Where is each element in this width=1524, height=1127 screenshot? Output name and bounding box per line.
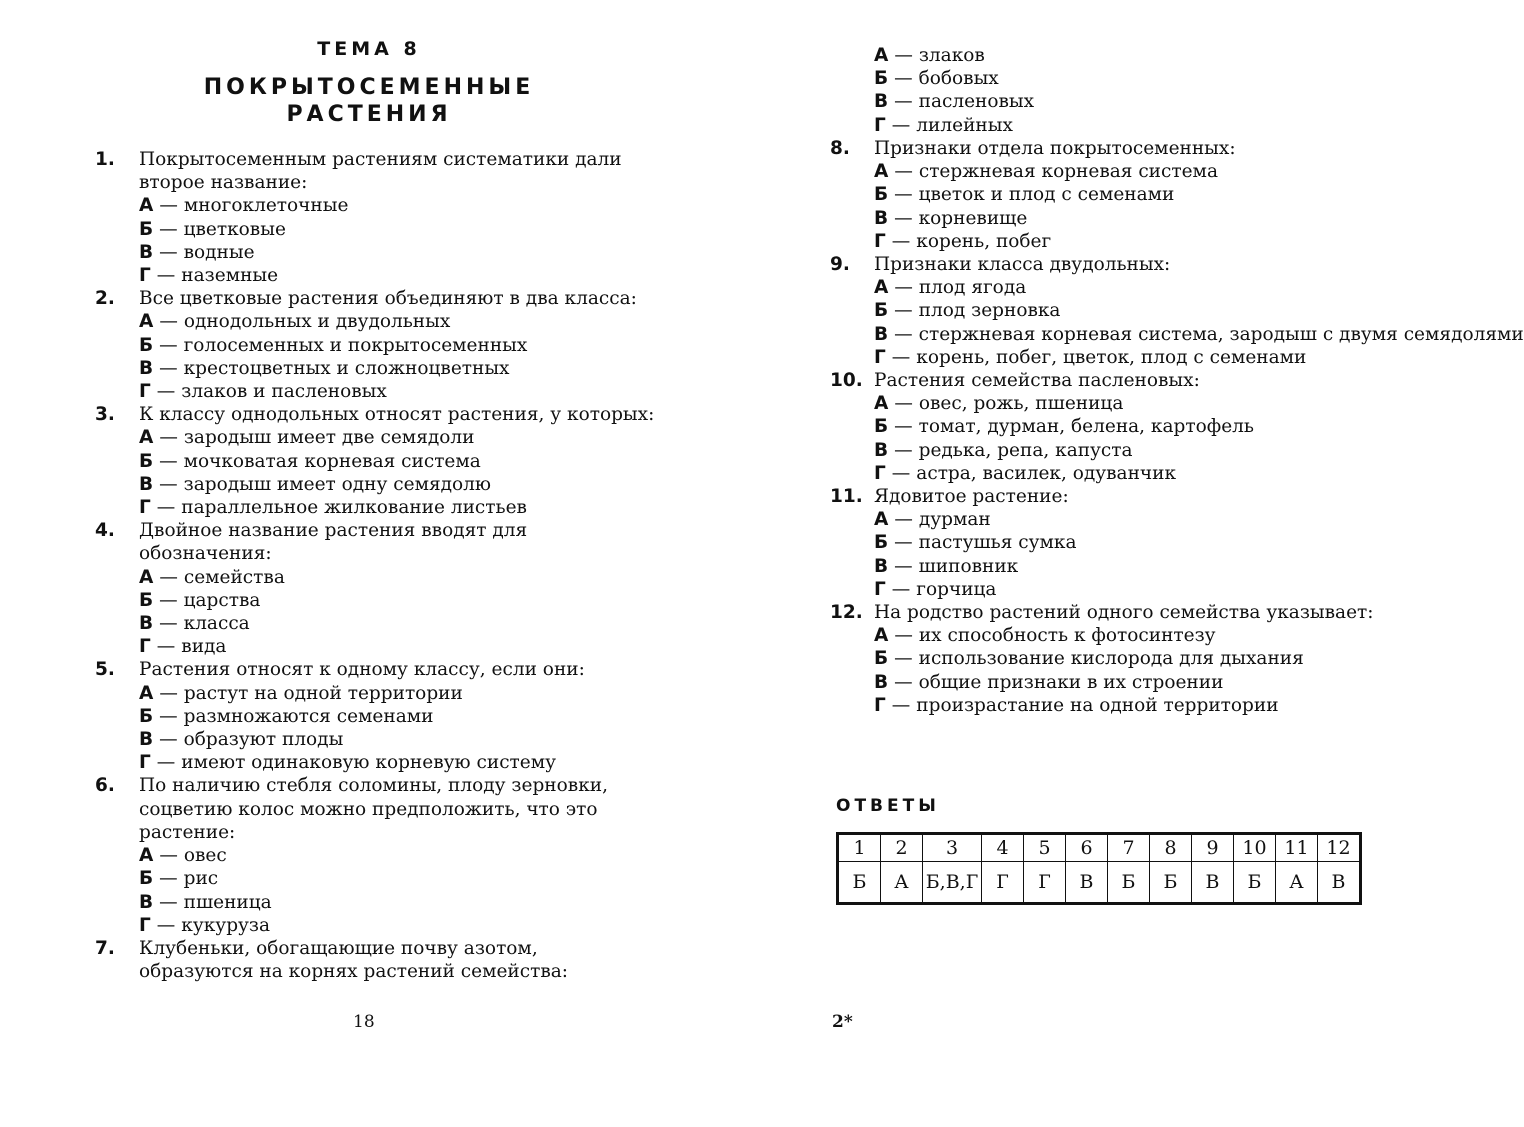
question-row <box>830 253 1390 276</box>
answer-option <box>874 671 1390 694</box>
answer-option <box>874 323 1524 346</box>
answer-letter: Б <box>139 218 154 240</box>
answers-heading: ОТВЕТЫ <box>836 796 940 816</box>
answer-letter: Г <box>874 346 886 368</box>
answer-option <box>139 728 655 751</box>
question-number: 6. <box>95 775 115 797</box>
answer-letter: Г <box>139 914 151 936</box>
continued-answers <box>830 44 1390 137</box>
answer-option <box>874 578 1390 601</box>
answer-list <box>874 508 1390 601</box>
question-text: К классу однодольных относят растения, у которых: <box>139 404 655 426</box>
answer-list <box>874 276 1524 369</box>
answer-letter: Б <box>874 300 889 322</box>
answer-dash: — <box>156 381 176 403</box>
answer-dash: — <box>894 671 913 693</box>
answer-text: мочковатая корневая система <box>183 450 481 472</box>
answers-table-value-cell: А <box>881 862 923 904</box>
answer-list <box>139 682 655 775</box>
answer-text: рис <box>183 868 219 890</box>
answer-option <box>139 612 655 635</box>
answer-dash: — <box>891 114 911 136</box>
answer-text: плод зерновка <box>918 300 1061 322</box>
answer-dash: — <box>156 265 176 287</box>
answer-text: стержневая корневая система <box>918 161 1218 183</box>
answer-list <box>874 624 1390 717</box>
answer-text: корень, побег, цветок, плод с семенами <box>916 346 1307 368</box>
answer-letter: Г <box>874 694 886 716</box>
answer-letter: В <box>139 241 154 263</box>
question-item <box>830 485 1390 601</box>
answer-text: пасленовых <box>918 91 1035 113</box>
question-number: 11. <box>830 486 863 508</box>
answer-letter: А <box>874 509 889 531</box>
answer-option <box>139 635 655 658</box>
question-row <box>95 658 655 681</box>
question-text: Ядовитое растение: <box>874 486 1069 508</box>
answer-letter: В <box>139 473 154 495</box>
answer-text: многоклеточные <box>183 195 349 217</box>
answer-dash: — <box>894 393 913 415</box>
answer-option <box>139 589 655 612</box>
answer-letter: А <box>874 161 889 183</box>
answer-option <box>874 415 1390 438</box>
answer-text: семейства <box>183 566 285 588</box>
answer-option <box>139 194 655 217</box>
answers-table-number-cell: 12 <box>1318 834 1361 862</box>
answer-text: произрастание на одной территории <box>916 694 1279 716</box>
answer-text: общие признаки в их строении <box>918 671 1224 693</box>
answer-dash: — <box>159 450 178 472</box>
answer-dash: — <box>159 334 178 356</box>
answer-option <box>139 891 655 914</box>
answers-table-value-cell: В <box>1192 862 1234 904</box>
question-item <box>830 137 1390 253</box>
question-text: Признаки класса двудольных: <box>874 254 1171 276</box>
answer-dash: — <box>159 357 178 379</box>
answer-option <box>139 241 655 264</box>
answer-text: овес, рожь, пшеница <box>918 393 1124 415</box>
answer-letter: А <box>874 625 889 647</box>
answer-dash: — <box>891 346 911 368</box>
answer-option <box>874 183 1390 206</box>
answers-table-value-cell: Б <box>838 862 881 904</box>
answer-letter: Г <box>874 462 886 484</box>
answer-dash: — <box>894 300 913 322</box>
answer-list <box>874 44 1390 137</box>
answer-option <box>139 566 655 589</box>
answer-option <box>874 230 1390 253</box>
answers-table-value-cell: А <box>1276 862 1318 904</box>
answer-dash: — <box>894 184 913 206</box>
answer-option <box>874 624 1390 647</box>
answers-table-value-cell: Б <box>1150 862 1192 904</box>
answer-list <box>139 566 655 659</box>
answer-list <box>139 844 655 937</box>
answer-text: лилейных <box>916 114 1013 136</box>
answers-table-value-row <box>838 862 1361 904</box>
answer-dash: — <box>894 439 913 461</box>
answer-letter: В <box>874 555 889 577</box>
answer-text: дурман <box>918 509 991 531</box>
answers-table-number-cell: 11 <box>1276 834 1318 862</box>
question-item <box>95 937 655 983</box>
answer-dash: — <box>894 532 913 554</box>
answer-option <box>874 207 1390 230</box>
answer-text: редька, репа, капуста <box>918 439 1133 461</box>
answers-table-number-cell: 2 <box>881 834 923 862</box>
answer-letter: В <box>139 891 154 913</box>
answer-text: корень, побег <box>916 230 1052 252</box>
question-text: Двойное название растения вводят для обозначения: <box>139 520 528 565</box>
answer-dash: — <box>156 752 176 774</box>
answer-option <box>139 264 655 287</box>
answer-dash: — <box>894 555 913 577</box>
answer-option <box>139 380 655 403</box>
answer-text: размножаются семенами <box>183 705 434 727</box>
answer-letter: А <box>139 195 154 217</box>
answer-dash: — <box>894 91 913 113</box>
question-row <box>95 148 655 194</box>
answers-table <box>836 832 1362 905</box>
answer-letter: Б <box>874 416 889 438</box>
answer-dash: — <box>894 207 913 229</box>
answer-text: шиповник <box>918 555 1019 577</box>
answer-dash: — <box>891 578 911 600</box>
answer-option <box>139 310 655 333</box>
answer-text: стержневая корневая система, зародыш с двумя семядолями <box>918 323 1524 345</box>
answer-dash: — <box>159 589 178 611</box>
answer-text: растут на одной территории <box>183 682 463 704</box>
question-text: Растения относят к одному классу, если они: <box>139 659 585 681</box>
answer-list <box>874 160 1390 253</box>
question-item <box>95 403 655 519</box>
answer-text: царства <box>183 589 261 611</box>
answers-table-value-cell: Б <box>1234 862 1276 904</box>
answer-option <box>139 334 655 357</box>
answers-table-number-cell: 7 <box>1108 834 1150 862</box>
answer-option <box>139 682 655 705</box>
question-item <box>830 369 1390 485</box>
answers-table-value-cell: В <box>1066 862 1108 904</box>
answer-dash: — <box>891 462 911 484</box>
answer-dash: — <box>894 45 913 66</box>
question-item <box>95 148 655 287</box>
answer-list <box>139 310 655 403</box>
answer-text: класса <box>183 613 250 635</box>
answer-dash: — <box>894 509 913 531</box>
question-number: 12. <box>830 602 863 624</box>
answer-option <box>139 751 655 774</box>
answer-dash: — <box>894 68 913 90</box>
answer-text: астра, василек, одуванчик <box>916 462 1177 484</box>
answer-dash: — <box>159 427 178 449</box>
answer-letter: А <box>139 682 154 704</box>
answer-letter: А <box>139 566 154 588</box>
answer-letter: А <box>874 45 889 66</box>
answer-dash: — <box>159 845 178 867</box>
answer-text: злаков <box>918 45 985 66</box>
answer-letter: В <box>874 91 889 113</box>
question-row <box>95 774 655 844</box>
answer-letter: Б <box>874 68 889 90</box>
answer-text: крестоцветных и сложноцветных <box>183 357 510 379</box>
answers-table-number-cell: 1 <box>838 834 881 862</box>
answer-dash: — <box>159 218 178 240</box>
question-row <box>95 403 655 426</box>
answer-letter: Г <box>139 636 151 658</box>
answer-letter: А <box>874 277 889 299</box>
answer-dash: — <box>894 416 913 438</box>
answers-table-number-cell: 9 <box>1192 834 1234 862</box>
question-number: 2. <box>95 288 115 310</box>
answer-list <box>874 392 1390 485</box>
answers-table-value-cell: Б <box>1108 862 1150 904</box>
question-text: Все цветковые растения объединяют в два класса: <box>139 288 637 310</box>
answer-dash: — <box>159 195 178 217</box>
answer-dash: — <box>894 277 913 299</box>
question-item <box>830 253 1524 369</box>
question-number: 8. <box>830 138 850 159</box>
question-row <box>830 369 1390 392</box>
answer-text: имеют одинаковую корневую систему <box>181 752 557 774</box>
answer-dash: — <box>159 566 178 588</box>
answer-dash: — <box>891 230 911 252</box>
answers-table-number-cell: 6 <box>1066 834 1108 862</box>
answer-letter: А <box>139 311 154 333</box>
question-number: 4. <box>95 520 115 542</box>
right-page-number: 2* <box>832 1012 853 1032</box>
answer-text: образуют плоды <box>183 729 344 751</box>
answer-option <box>874 90 1390 113</box>
answer-option <box>874 462 1390 485</box>
answer-dash: — <box>156 636 176 658</box>
answer-option <box>139 450 655 473</box>
answer-text: водные <box>183 241 255 263</box>
answer-option <box>874 555 1390 578</box>
answer-letter: Б <box>139 334 154 356</box>
answer-letter: Б <box>874 648 889 670</box>
answers-table-value-cell: Г <box>1024 862 1066 904</box>
answer-text: параллельное жилкование листьев <box>181 497 527 519</box>
answer-text: однодольных и двудольных <box>183 311 451 333</box>
answer-option <box>874 694 1390 717</box>
answer-letter: Б <box>139 868 154 890</box>
answer-letter: Б <box>139 589 154 611</box>
answer-option <box>874 299 1390 322</box>
question-item <box>95 519 655 658</box>
question-row <box>830 485 1390 508</box>
answer-dash: — <box>891 694 911 716</box>
topic-heading: ТЕМА 8 <box>317 38 421 60</box>
answer-text: наземные <box>181 265 279 287</box>
answer-dash: — <box>159 473 178 495</box>
question-row <box>95 937 655 983</box>
answer-text: вида <box>181 636 227 658</box>
answer-letter: Г <box>139 381 151 403</box>
answer-option <box>874 439 1390 462</box>
answer-text: цветок и плод с семенами <box>918 184 1175 206</box>
answer-text: корневище <box>918 207 1028 229</box>
answer-text: пшеница <box>183 891 272 913</box>
question-text: По наличию стебля соломины, плоду зерновки, соцветию колос можно предположить, что это растение: <box>139 775 608 843</box>
answer-option <box>139 867 655 890</box>
answers-table-number-cell: 10 <box>1234 834 1276 862</box>
answer-text: использование кислорода для дыхания <box>918 648 1304 670</box>
answer-option <box>874 392 1390 415</box>
answer-option <box>139 473 655 496</box>
answer-dash: — <box>159 613 178 635</box>
answer-letter: Г <box>139 497 151 519</box>
answer-text: зародыш имеет две семядоли <box>183 427 475 449</box>
question-text: На родство растений одного семейства указывает: <box>874 602 1374 624</box>
answer-option <box>874 160 1390 183</box>
answer-letter: Г <box>139 752 151 774</box>
answer-text: плод ягода <box>918 277 1027 299</box>
question-number: 10. <box>830 370 863 392</box>
answer-dash: — <box>159 729 178 751</box>
answer-letter: Г <box>874 578 886 600</box>
question-number: 7. <box>95 937 115 959</box>
answer-text: бобовых <box>918 68 999 90</box>
question-text: Покрытосеменным растениям систематики дали второе название: <box>139 149 622 194</box>
answer-letter: В <box>874 671 889 693</box>
answers-table-number-cell: 4 <box>982 834 1024 862</box>
question-7-continued <box>830 44 1390 137</box>
answer-dash: — <box>159 891 178 913</box>
answer-text: кукуруза <box>181 914 271 936</box>
question-item <box>95 658 655 774</box>
answer-letter: Г <box>874 230 886 252</box>
answer-letter: А <box>139 845 154 867</box>
answer-letter: Г <box>139 265 151 287</box>
answer-option <box>139 844 655 867</box>
answer-option <box>874 346 1390 369</box>
right-question-list <box>830 137 1524 717</box>
answer-letter: Б <box>874 532 889 554</box>
answer-dash: — <box>894 161 913 183</box>
answer-list <box>139 426 655 519</box>
answer-letter: В <box>874 323 889 345</box>
answers-table-number-row <box>838 834 1361 862</box>
answers-table-value-cell: Б,В,Г <box>923 862 982 904</box>
answer-dash: — <box>894 648 913 670</box>
answer-option <box>874 67 1390 90</box>
answer-option <box>139 218 655 241</box>
answer-letter: В <box>139 613 154 635</box>
question-row <box>95 287 655 310</box>
answer-option <box>139 914 655 937</box>
answer-letter: А <box>139 427 154 449</box>
question-row <box>830 601 1390 624</box>
left-question-list <box>95 148 655 983</box>
question-number: 9. <box>830 254 850 276</box>
question-row <box>95 519 655 565</box>
answer-text: томат, дурман, белена, картофель <box>918 416 1254 438</box>
answer-text: голосеменных и покрытосеменных <box>183 334 528 356</box>
answer-dash: — <box>159 705 178 727</box>
answer-letter: В <box>874 439 889 461</box>
question-text: Признаки отдела покрытосеменных: <box>874 138 1236 159</box>
answer-text: злаков и пасленовых <box>181 381 387 403</box>
answer-letter: Б <box>874 184 889 206</box>
question-text: Растения семейства пасленовых: <box>874 370 1200 392</box>
answer-text: пастушья сумка <box>918 532 1077 554</box>
answers-table-number-cell: 5 <box>1024 834 1066 862</box>
answers-table-value-cell: Г <box>982 862 1024 904</box>
answer-option <box>874 114 1390 137</box>
question-item <box>95 287 655 403</box>
answer-dash: — <box>894 625 913 647</box>
answer-option <box>874 276 1390 299</box>
answers-table-number-cell: 3 <box>923 834 982 862</box>
answer-dash: — <box>156 914 176 936</box>
answer-option <box>874 647 1390 670</box>
answer-dash: — <box>159 868 178 890</box>
answer-dash: — <box>159 311 178 333</box>
answer-letter: В <box>139 357 154 379</box>
answer-option <box>139 496 655 519</box>
answer-dash: — <box>894 323 913 345</box>
answer-letter: В <box>139 729 154 751</box>
answer-text: овес <box>183 845 227 867</box>
answer-option <box>874 44 1390 67</box>
left-page-number: 18 <box>353 1012 375 1032</box>
answer-text: зародыш имеет одну семядолю <box>183 473 492 495</box>
question-row <box>830 137 1390 160</box>
title-line-2: РАСТЕНИЯ <box>286 102 452 127</box>
answers-table-value-cell: В <box>1318 862 1361 904</box>
answer-letter: Г <box>874 114 886 136</box>
answer-option <box>874 531 1390 554</box>
answer-dash: — <box>159 241 178 263</box>
question-number: 5. <box>95 659 115 681</box>
page-title <box>95 74 643 128</box>
answer-list <box>139 194 655 287</box>
answers-table-number-cell: 8 <box>1150 834 1192 862</box>
answer-option <box>139 705 655 728</box>
question-number: 3. <box>95 404 115 426</box>
question-item <box>95 774 655 936</box>
answer-letter: А <box>874 393 889 415</box>
answer-letter: Б <box>139 705 154 727</box>
answer-text: цветковые <box>183 218 286 240</box>
question-text: Клубеньки, обогащающие почву азотом, образуются на корнях растений семейства: <box>139 937 569 983</box>
answer-letter: Б <box>139 450 154 472</box>
answer-letter: В <box>874 207 889 229</box>
answer-dash: — <box>159 682 178 704</box>
answer-text: горчица <box>916 578 997 600</box>
answer-option <box>139 426 655 449</box>
answer-option <box>874 508 1390 531</box>
question-item <box>830 601 1390 717</box>
answer-option <box>139 357 655 380</box>
answer-text: их способность к фотосинтезу <box>918 625 1216 647</box>
answer-dash: — <box>156 497 176 519</box>
question-number: 1. <box>95 149 115 170</box>
title-line-1: ПОКРЫТОСЕМЕННЫЕ <box>203 75 535 100</box>
